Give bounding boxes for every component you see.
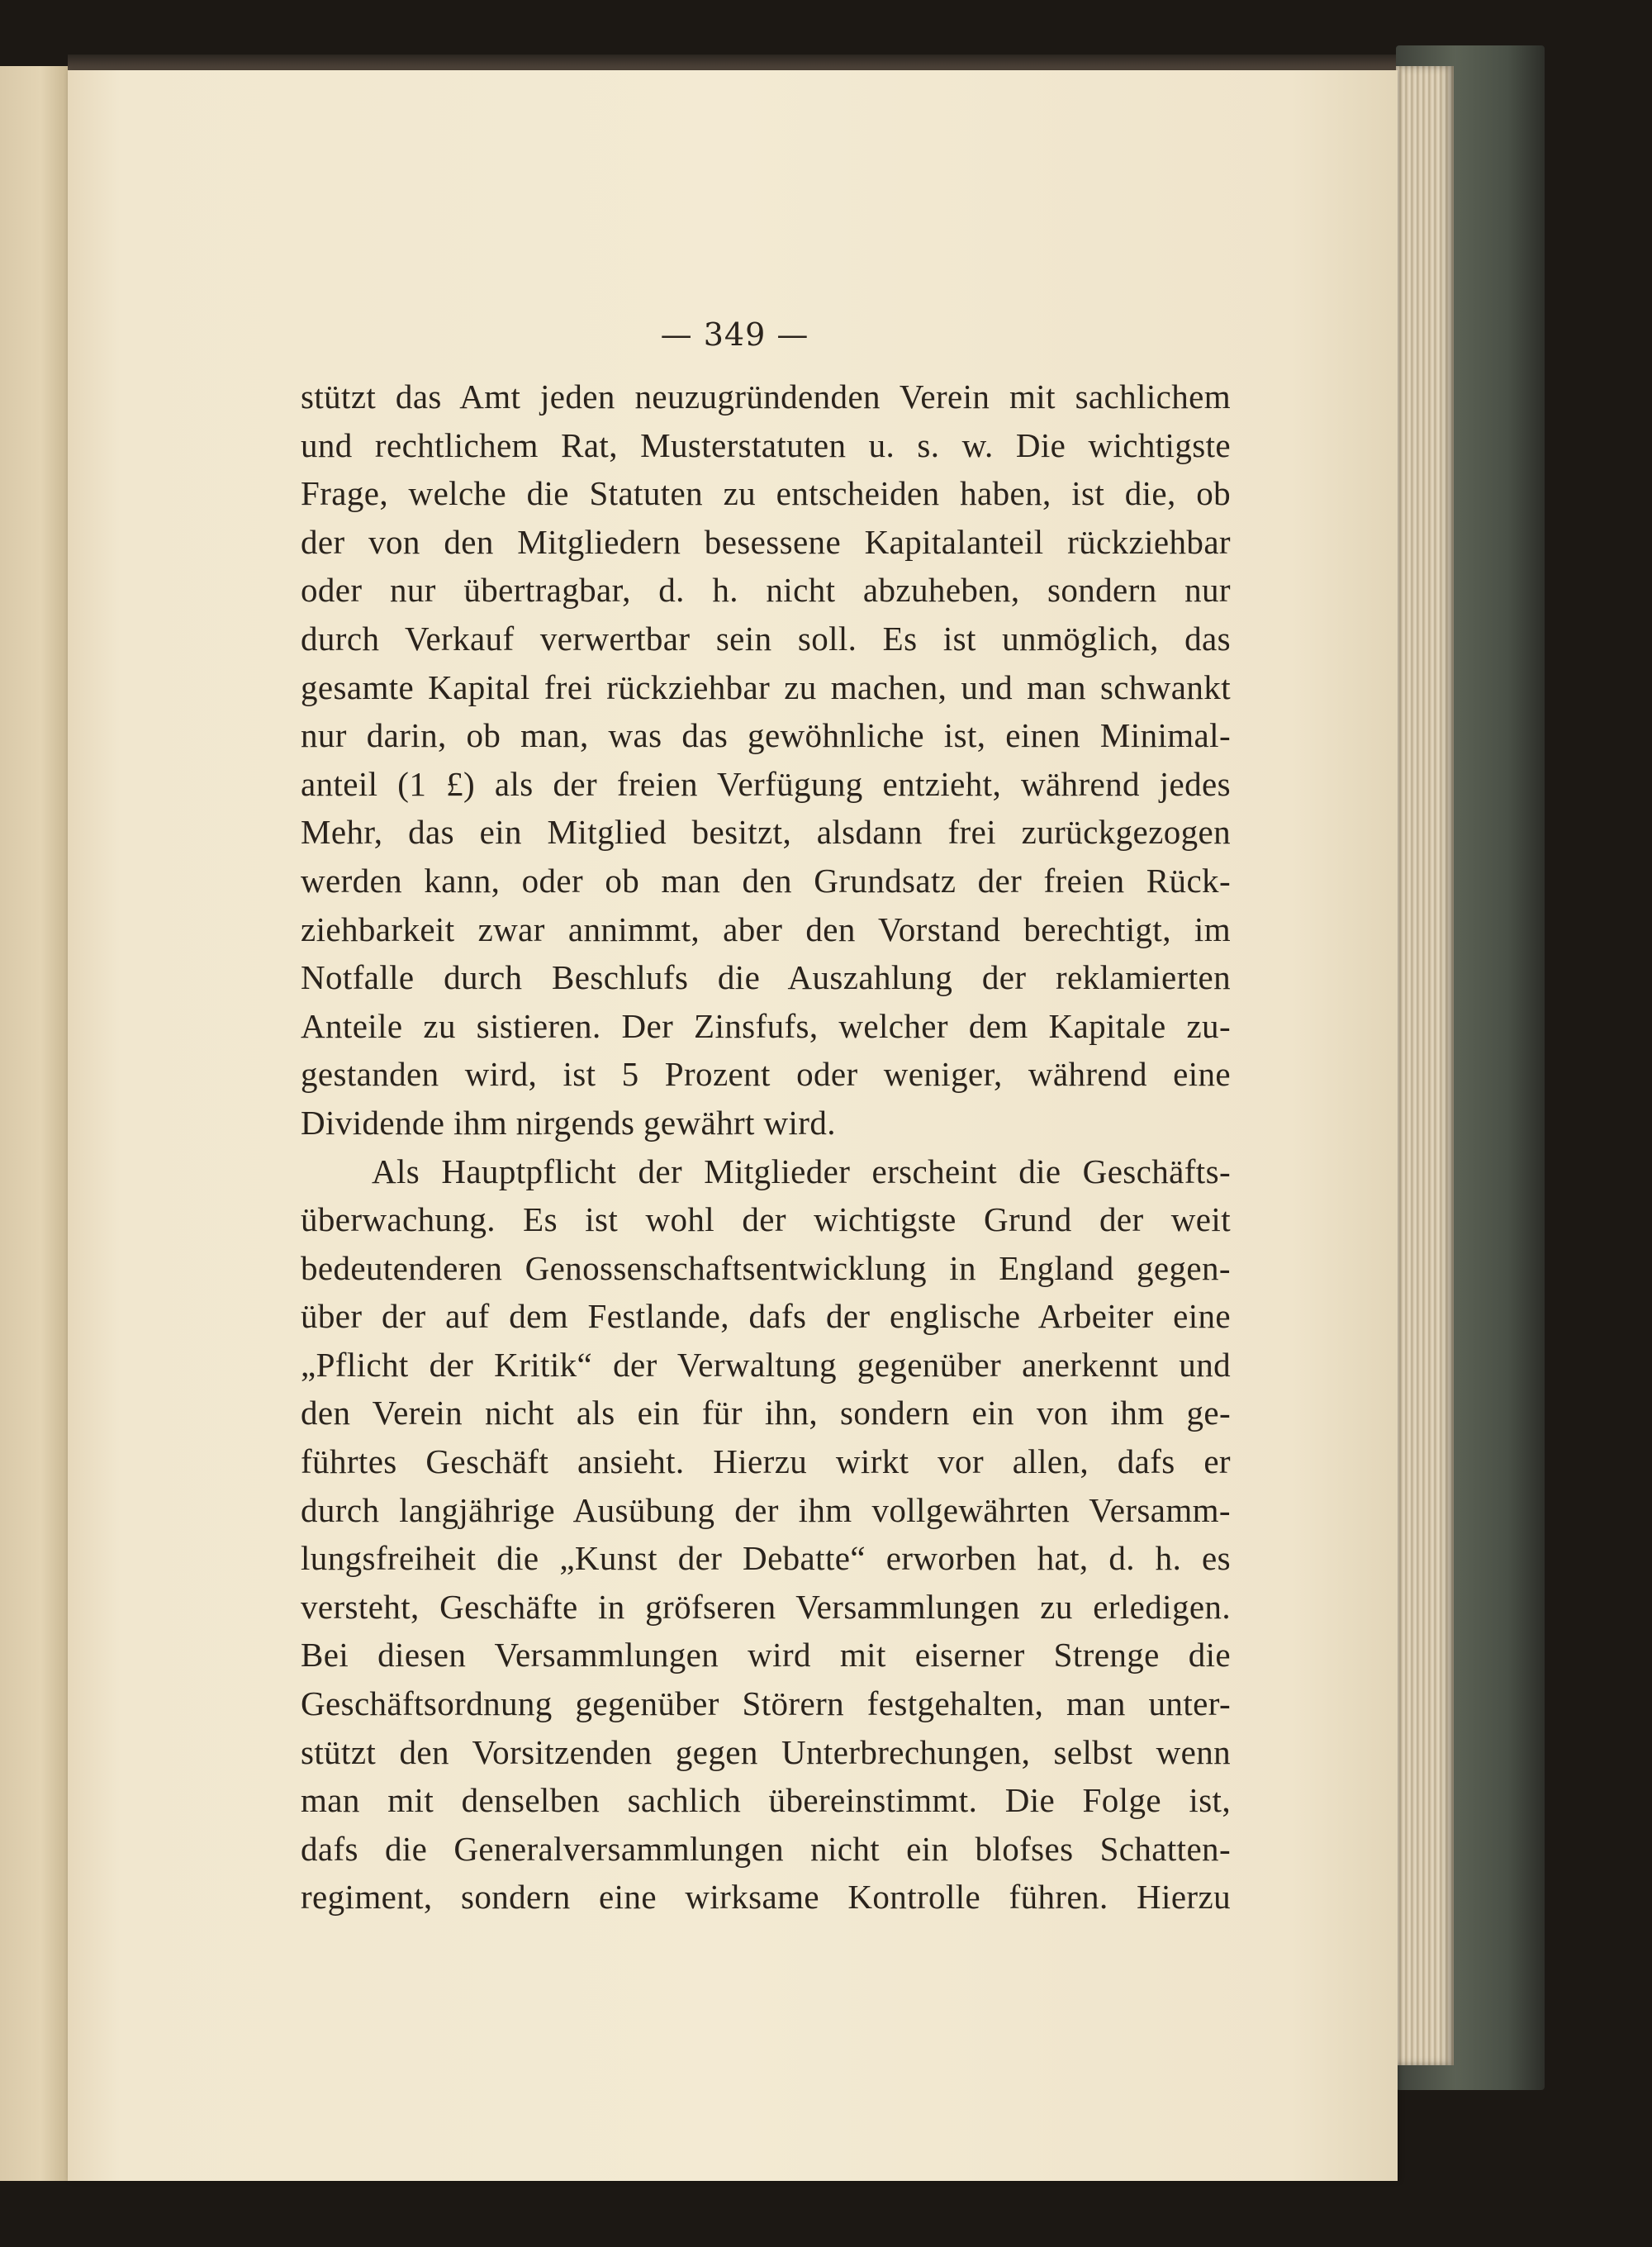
book-page [68,70,1398,2181]
text-line: führtes Geschäft ansieht. Hierzu wirkt vor allen, dafs er [301,1442,1231,1481]
text-line: Mehr, das ein Mitglied besitzt, alsdann frei zurückgezogen [301,813,1231,852]
text-line: Als Hauptpflicht der Mitglieder erscheint die Geschäfts- [372,1152,1231,1190]
text-line: lungsfreiheit die „Kunst der Debatte“ erworben hat, d. h. es [301,1539,1231,1578]
text-line: durch Verkauf verwertbar sein soll. Es ist unmöglich, das [301,619,1231,658]
text-line: Notfalle durch Beschlufs die Auszahlung der reklamierten [301,958,1231,997]
text-line: über der auf dem Festlande, dafs der englische Arbeiter eine [301,1297,1231,1336]
paragraph-2 [301,1147,1231,1922]
text-line: „Pflicht der Kritik“ der Verwaltung gegenüber anerkennt und [301,1345,1231,1384]
left-page-edge [0,66,68,2181]
text-line: gestanden wird, ist 5 Prozent oder weniger, während eine [301,1055,1231,1094]
text-line: versteht, Geschäfte in gröfseren Versammlungen zu erledigen. [301,1587,1231,1626]
text-line: Frage, welche die Statuten zu entscheiden haben, ist die, ob [301,474,1231,513]
page-number: — 349 — [660,316,809,353]
text-line: Geschäftsordnung gegenüber Störern festgehalten, man unter- [301,1684,1231,1723]
text-line: überwachung. Es ist wohl der wichtigste Grund der weit [301,1200,1231,1239]
text-line: der von den Mitgliedern besessene Kapitalanteil rückziehbar [301,522,1231,561]
text-line: anteil (1 £) als der freien Verfügung entzieht, während jedes [301,764,1231,803]
text-line: regiment, sondern eine wirksame Kontrolle führen. Hierzu [301,1878,1231,1917]
text-line: Anteile zu sistieren. Der Zinsfufs, welcher dem Kapitale zu- [301,1006,1231,1045]
text-line: gesamte Kapital frei rückziehbar zu machen, und man schwankt [301,667,1231,706]
text-line: man mit denselben sachlich übereinstimmt. Die Folge ist, [301,1781,1231,1820]
body-text [301,373,1231,1922]
text-line: Bei diesen Versammlungen wird mit eiserner Strenge die [301,1636,1231,1675]
text-line: und rechtlichem Rat, Musterstatuten u. s. w. Die wichtigste [301,425,1231,464]
text-line: ziehbarkeit zwar annimmt, aber den Vorstand berechtigt, im [301,910,1231,948]
text-line: oder nur übertragbar, d. h. nicht abzuheben, sondern nur [301,571,1231,610]
page-stack-edge [1396,66,1454,2065]
text-line: dafs die Generalversammlungen nicht ein blofses Schatten- [301,1829,1231,1868]
text-line: bedeutenderen Genossenschaftsentwicklung in England gegen- [301,1248,1231,1287]
text-line: werden kann, oder ob man den Grundsatz der freien Rück- [301,861,1231,900]
text-line: stützt das Amt jeden neuzugründenden Verein mit sachlichem [301,378,1231,416]
text-line: Dividende ihm nirgends gewährt wird. [301,1103,836,1142]
text-line: stützt den Vorsitzenden gegen Unterbrechungen, selbst wenn [301,1732,1231,1771]
text-line: durch langjährige Ausübung der ihm vollgewährten Versamm- [301,1490,1231,1529]
text-line: den Verein nicht als ein für ihn, sondern ein von ihm ge- [301,1394,1231,1432]
paragraph-1 [301,373,1231,1147]
text-line: nur darin, ob man, was das gewöhnliche ist, einen Minimal- [301,716,1231,755]
